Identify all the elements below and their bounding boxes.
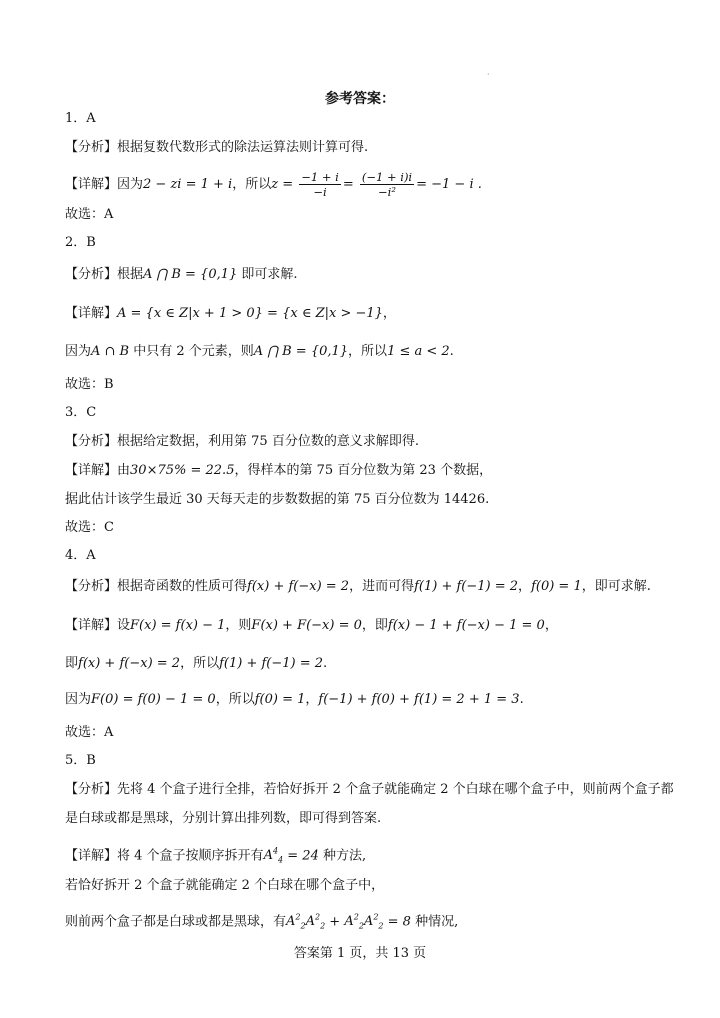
math-expression: 2 − zi = 1 + i (143, 177, 233, 192)
math-expression: A = {x ∈ Z|x + 1 > 0} = {x ∈ Z|x > −1} (117, 306, 383, 321)
choice-1: 故选：A (65, 207, 114, 222)
detail-text: ，则 (225, 618, 252, 633)
detail-text: 因为 (65, 344, 92, 359)
math-expression: f(x) + f(−x) = 2 (78, 656, 181, 671)
math-expression: f(1) + f(−1) = 2 (219, 656, 324, 671)
analysis-1 (65, 139, 368, 157)
detail-text: 将 4 个盒子按顺序拆开有 (117, 848, 264, 864)
detail-text: ，所以 (215, 692, 255, 707)
detail-text: ，所以 (180, 656, 220, 671)
detail-text: 由 (117, 463, 131, 478)
math-expression: A ⋂ B = {0,1} (143, 267, 238, 282)
answer-4: 4．A (65, 548, 96, 563)
permutation-symbol (344, 914, 383, 929)
analysis-text: ，即可求解. (581, 579, 651, 594)
perm-superscript: 2 (373, 913, 379, 922)
page-footer: 答案第 1 页，共 13 页 (293, 946, 427, 961)
perm-superscript: 2 (295, 913, 301, 922)
detail-tag: 【详解】 (65, 177, 118, 192)
detail-tag: 【详解】 (65, 463, 118, 478)
detail-text: 设 (117, 618, 131, 633)
perm-superscript: 4 (272, 847, 279, 856)
answer-1: 1．A (65, 111, 96, 126)
permutation-symbol (286, 914, 325, 929)
detail-text: 中只有 2 个元素，则 (129, 344, 254, 359)
detail-text: ， (382, 306, 396, 321)
math-expression: + (325, 914, 345, 930)
math-expression: = 24 (283, 848, 319, 864)
fraction-denominator: −i (313, 185, 327, 199)
perm-letter: A (305, 914, 315, 930)
analysis-tag: 【分析】 (65, 140, 118, 155)
analysis-tag: 【分析】 (65, 579, 118, 594)
analysis-tag: 【分析】 (65, 782, 118, 797)
analysis-5-cont: 是白球或都是黑球，分别计算出排列数，即可得到答案. (65, 811, 382, 826)
math-expression: f(x) + f(−x) = 2 (247, 579, 350, 594)
detail-text: ，所以 (232, 177, 272, 192)
math-expression: z = (271, 177, 294, 192)
detail-3 (65, 462, 492, 480)
math-expression: f(−1) + f(0) + f(1) = 2 + 1 = 3 (318, 692, 520, 707)
detail-text: 则前两个盒子都是白球或都是黑球，有 (65, 914, 287, 930)
analysis-2 (65, 266, 298, 284)
math-expression: f(0) = 1 (254, 692, 306, 707)
analysis-text: 根据复数代数形式的除法运算法则计算可得. (117, 140, 369, 155)
perm-letter: A (344, 914, 354, 930)
detail-5 (65, 843, 366, 870)
detail-5-cont2 (65, 909, 458, 936)
perm-subscript: 2 (300, 921, 306, 931)
detail-text: ， (544, 618, 558, 633)
analysis-tag: 【分析】 (65, 267, 118, 282)
choice-4: 故选：A (65, 725, 114, 740)
math-expression: f(1) + f(−1) = 2 (414, 579, 519, 594)
fraction-numerator: (−1 + i)i (361, 170, 413, 184)
detail-3-cont: 据此估计该学生最近 30 天每天走的步数数据的第 75 百分位数为 14426. (65, 492, 490, 507)
math-expression: A ∩ B (91, 344, 130, 359)
analysis-text: ， (518, 579, 532, 594)
math-expression: f(x) − 1 + f(−x) − 1 = 0 (387, 618, 545, 633)
math-expression: = (342, 177, 354, 192)
analysis-text: 根据给定数据，利用第 75 百分位数的意义求解即得. (117, 434, 419, 449)
math-expression: A ⋂ B = {0,1} (253, 344, 349, 359)
detail-4 (65, 617, 558, 635)
perm-subscript: 4 (278, 855, 284, 865)
analysis-text: 根据 (117, 267, 144, 282)
perm-subscript: 2 (358, 921, 364, 931)
analysis-text: 即可求解. (237, 267, 298, 282)
detail-text: ，得样本的第 75 百分位数为第 23 个数据， (234, 463, 493, 478)
detail-text: 因为 (117, 177, 144, 192)
detail-text: 因为 (65, 692, 92, 707)
detail-2 (65, 305, 396, 323)
math-expression: 1 ≤ a < 2 (387, 344, 450, 359)
math-expression: f(0) = 1 (531, 579, 582, 594)
detail-2-cont (65, 343, 454, 361)
math-expression: = 8 (383, 914, 411, 930)
analysis-tag: 【分析】 (65, 434, 118, 449)
answer-2: 2．B (65, 235, 96, 250)
fraction (360, 170, 414, 199)
choice-3: 故选：C (65, 520, 114, 535)
math-expression: = −1 − i . (416, 177, 482, 192)
detail-4-cont2 (65, 691, 524, 709)
fraction (299, 170, 341, 199)
detail-text: ， (305, 692, 319, 707)
math-expression: F(x) = f(x) − 1 (130, 618, 226, 633)
perm-letter: A (263, 848, 273, 864)
analysis-3 (65, 433, 419, 451)
detail-tag: 【详解】 (65, 848, 118, 864)
detail-text: ，所以 (348, 344, 388, 359)
detail-text: . (323, 656, 328, 671)
math-expression: 30×75% = 22.5 (130, 463, 235, 478)
perm-subscript: 2 (378, 921, 384, 931)
detail-1 (65, 170, 482, 199)
fraction-denominator: −i² (378, 185, 396, 199)
detail-text: 种情况, (410, 914, 459, 930)
analysis-text: 根据奇函数的性质可得 (117, 579, 248, 594)
math-expression: F(x) + F(−x) = 0 (251, 618, 362, 633)
detail-4-cont (65, 655, 327, 673)
fraction-numerator: −1 + i (301, 170, 339, 184)
detail-tag: 【详解】 (65, 306, 118, 321)
perm-letter: A (363, 914, 374, 930)
detail-text: . (449, 344, 454, 359)
perm-subscript: 2 (320, 921, 326, 931)
analysis-5 (65, 781, 674, 799)
answer-3: 3．C (65, 405, 97, 420)
choice-2: 故选：B (65, 377, 114, 392)
detail-text: 种方法, (318, 848, 367, 864)
math-expression: F(0) = f(0) − 1 = 0 (91, 692, 216, 707)
perm-letter: A (286, 914, 296, 930)
answer-5: 5．B (65, 753, 96, 768)
analysis-text: ，进而可得 (349, 579, 415, 594)
stray-dot: · (487, 70, 490, 79)
analysis-text: 先将 4 个盒子进行全排，若恰好拆开 2 个盒子就能确定 2 个白球在哪个盒子中，则前两个盒子都 (117, 782, 674, 797)
detail-tag: 【详解】 (65, 618, 118, 633)
detail-text: ，即 (361, 618, 388, 633)
permutation-symbol (264, 848, 284, 863)
page-title: 参考答案： (325, 91, 395, 107)
detail-5-cont: 若恰好拆开 2 个盒子就能确定 2 个白球在哪个盒子中， (65, 878, 385, 893)
detail-text: 即 (65, 656, 79, 671)
detail-text: . (519, 692, 524, 707)
perm-superscript: 2 (353, 913, 359, 922)
analysis-4 (65, 578, 651, 596)
perm-superscript: 2 (314, 913, 321, 922)
